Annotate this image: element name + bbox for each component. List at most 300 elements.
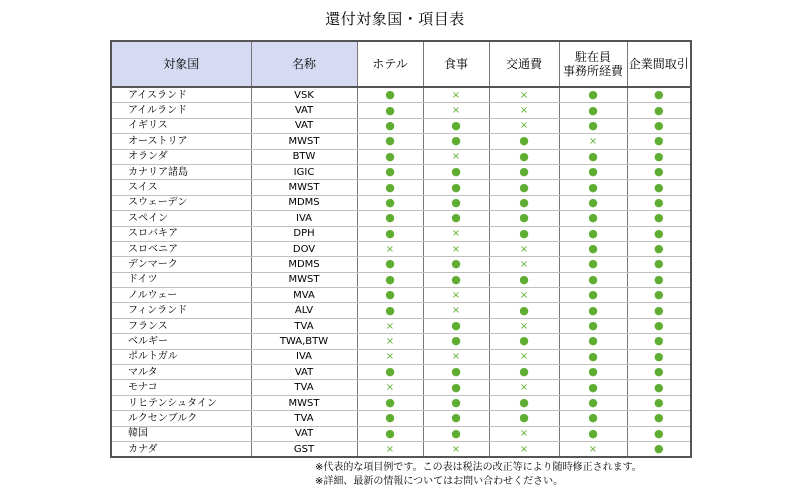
tax-name-cell: IVA	[251, 211, 357, 226]
country-cell: ポルトガル	[111, 349, 251, 364]
eligible-mark: ●	[588, 334, 598, 348]
table-row	[111, 180, 691, 195]
mark-cell	[559, 195, 627, 210]
mark-cell	[357, 334, 423, 349]
country-cell: カナリア諸島	[111, 164, 251, 179]
mark-cell	[627, 164, 691, 179]
mark-cell	[627, 211, 691, 226]
table-row	[111, 195, 691, 210]
eligible-mark: ●	[653, 165, 664, 179]
eligible-mark: ●	[588, 165, 598, 179]
mark-cell	[357, 149, 423, 164]
mark-cell	[559, 164, 627, 179]
not-eligible-mark: ×	[451, 89, 461, 101]
eligible-mark: ●	[653, 118, 664, 132]
mark-cell	[489, 180, 559, 195]
table-row	[111, 149, 691, 164]
tax-name-cell: VAT	[251, 118, 357, 133]
eligible-mark: ●	[588, 319, 598, 333]
mark-cell	[357, 411, 423, 426]
not-eligible-mark: ×	[451, 228, 461, 240]
mark-cell	[627, 118, 691, 133]
eligible-mark: ●	[653, 442, 664, 456]
mark-cell	[357, 257, 423, 272]
mark-cell	[423, 149, 489, 164]
not-eligible-mark: ×	[519, 89, 529, 101]
not-eligible-mark: ×	[519, 382, 529, 394]
eligible-mark: ●	[588, 118, 598, 132]
mark-cell	[489, 211, 559, 226]
header-office-expenses: 駐在員 事務所経費	[559, 41, 627, 87]
eligible-mark: ●	[588, 103, 598, 117]
mark-cell	[423, 395, 489, 410]
eligible-mark: ●	[588, 411, 598, 425]
eligible-mark: ●	[519, 303, 529, 317]
mark-cell	[627, 426, 691, 441]
header-row	[111, 41, 691, 87]
table-row	[111, 349, 691, 364]
mark-cell	[423, 257, 489, 272]
table-row	[111, 103, 691, 118]
country-cell: ルクセンブルク	[111, 411, 251, 426]
country-cell: アイスランド	[111, 87, 251, 103]
mark-cell	[559, 334, 627, 349]
eligible-mark: ●	[451, 211, 461, 225]
mark-cell	[423, 241, 489, 256]
eligible-mark: ●	[519, 165, 529, 179]
mark-cell	[423, 441, 489, 457]
mark-cell	[627, 241, 691, 256]
mark-cell	[559, 303, 627, 318]
not-eligible-mark: ×	[519, 351, 529, 363]
country-cell: デンマーク	[111, 257, 251, 272]
eligible-mark: ●	[519, 226, 529, 240]
eligible-mark: ●	[653, 426, 664, 440]
table-row	[111, 318, 691, 333]
eligible-mark: ●	[385, 195, 395, 209]
country-cell: フランス	[111, 318, 251, 333]
footnote: ※代表的な項目例です。この表は税法の改正等により随時修正されます。	[315, 462, 642, 473]
table-row	[111, 226, 691, 241]
country-cell: 韓国	[111, 426, 251, 441]
mark-cell	[357, 395, 423, 410]
mark-cell	[627, 226, 691, 241]
not-eligible-mark: ×	[519, 320, 529, 332]
mark-cell	[627, 441, 691, 457]
eligible-mark: ●	[588, 257, 598, 271]
not-eligible-mark: ×	[519, 243, 529, 255]
eligible-mark: ●	[451, 380, 461, 394]
header-country: 対象国	[111, 41, 251, 87]
eligible-mark: ●	[451, 334, 461, 348]
not-eligible-mark: ×	[451, 305, 461, 317]
eligible-mark: ●	[653, 288, 664, 302]
table-row	[111, 257, 691, 272]
mark-cell	[357, 272, 423, 287]
table-row	[111, 334, 691, 349]
tax-name-cell: MWST	[251, 395, 357, 410]
eligible-mark: ●	[519, 334, 529, 348]
eligible-mark: ●	[653, 226, 664, 240]
tax-name-cell: MWST	[251, 272, 357, 287]
eligible-mark: ●	[653, 103, 664, 117]
table-row	[111, 288, 691, 303]
mark-cell	[423, 103, 489, 118]
country-cell: リヒテンシュタイン	[111, 395, 251, 410]
mark-cell	[489, 411, 559, 426]
tax-name-cell: MDMS	[251, 195, 357, 210]
eligible-mark: ●	[385, 134, 395, 148]
eligible-mark: ●	[385, 257, 395, 271]
mark-cell	[559, 257, 627, 272]
not-eligible-mark: ×	[519, 258, 529, 270]
eligible-mark: ●	[451, 319, 461, 333]
eligible-mark: ●	[519, 180, 529, 194]
eligible-mark: ●	[653, 211, 664, 225]
country-cell: ノルウェー	[111, 288, 251, 303]
country-cell: スペイン	[111, 211, 251, 226]
mark-cell	[559, 103, 627, 118]
eligible-mark: ●	[653, 396, 664, 409]
tax-name-cell: ALV	[251, 303, 357, 318]
country-cell: オランダ	[111, 149, 251, 164]
tax-name-cell: TVA	[251, 411, 357, 426]
mark-cell	[423, 426, 489, 441]
tax-name-cell: VAT	[251, 103, 357, 118]
not-eligible-mark: ×	[385, 335, 395, 347]
refund-table	[110, 40, 692, 458]
table-row	[111, 211, 691, 226]
mark-cell	[559, 365, 627, 380]
table-row	[111, 380, 691, 395]
eligible-mark: ●	[653, 242, 664, 256]
tax-name-cell: MWST	[251, 134, 357, 149]
eligible-mark: ●	[653, 272, 664, 286]
mark-cell	[357, 195, 423, 210]
tax-name-cell: IVA	[251, 349, 357, 364]
mark-cell	[559, 272, 627, 287]
tax-name-cell: MWST	[251, 180, 357, 195]
mark-cell	[423, 272, 489, 287]
eligible-mark: ●	[385, 411, 395, 425]
mark-cell	[559, 395, 627, 410]
eligible-mark: ●	[519, 411, 529, 425]
mark-cell	[423, 303, 489, 318]
eligible-mark: ●	[588, 272, 598, 286]
tax-name-cell: VSK	[251, 87, 357, 103]
eligible-mark: ●	[451, 118, 461, 132]
not-eligible-mark: ×	[385, 243, 395, 255]
footnotes	[315, 461, 642, 489]
mark-cell	[559, 149, 627, 164]
mark-cell	[559, 349, 627, 364]
mark-cell	[559, 118, 627, 133]
table-row	[111, 365, 691, 380]
mark-cell	[489, 272, 559, 287]
country-cell: イギリス	[111, 118, 251, 133]
mark-cell	[489, 334, 559, 349]
eligible-mark: ●	[588, 380, 598, 394]
mark-cell	[423, 118, 489, 133]
eligible-mark: ●	[653, 257, 664, 271]
mark-cell	[357, 380, 423, 395]
mark-cell	[489, 164, 559, 179]
table-row	[111, 272, 691, 287]
mark-cell	[627, 257, 691, 272]
mark-cell	[423, 288, 489, 303]
table-row	[111, 241, 691, 256]
tax-name-cell: MVA	[251, 288, 357, 303]
mark-cell	[489, 349, 559, 364]
mark-cell	[627, 103, 691, 118]
mark-cell	[627, 349, 691, 364]
not-eligible-mark: ×	[451, 289, 461, 301]
eligible-mark: ●	[588, 365, 598, 379]
eligible-mark: ●	[451, 195, 461, 209]
not-eligible-mark: ×	[451, 443, 461, 455]
tax-name-cell: DOV	[251, 241, 357, 256]
mark-cell	[627, 411, 691, 426]
country-cell: スイス	[111, 180, 251, 195]
mark-cell	[559, 241, 627, 256]
not-eligible-mark: ×	[385, 351, 395, 363]
not-eligible-mark: ×	[385, 382, 395, 394]
eligible-mark: ●	[519, 134, 529, 148]
mark-cell	[357, 180, 423, 195]
mark-cell	[357, 365, 423, 380]
country-cell: マルタ	[111, 365, 251, 380]
mark-cell	[357, 349, 423, 364]
mark-cell	[627, 288, 691, 303]
eligible-mark: ●	[451, 257, 461, 271]
mark-cell	[489, 118, 559, 133]
header-hotel: ホテル	[357, 41, 423, 87]
country-cell: モナコ	[111, 380, 251, 395]
header-tax-name: 名称	[251, 41, 357, 87]
eligible-mark: ●	[451, 396, 461, 409]
eligible-mark: ●	[385, 226, 395, 240]
mark-cell	[357, 226, 423, 241]
eligible-mark: ●	[451, 180, 461, 194]
table-row	[111, 87, 691, 103]
eligible-mark: ●	[519, 272, 529, 286]
tax-name-cell: VAT	[251, 365, 357, 380]
eligible-mark: ●	[519, 211, 529, 225]
tax-name-cell: IGIC	[251, 164, 357, 179]
eligible-mark: ●	[653, 411, 664, 425]
eligible-mark: ●	[653, 195, 664, 209]
mark-cell	[423, 134, 489, 149]
mark-cell	[357, 87, 423, 103]
table-row	[111, 441, 691, 457]
tax-name-cell: BTW	[251, 149, 357, 164]
mark-cell	[489, 318, 559, 333]
eligible-mark: ●	[385, 88, 395, 102]
mark-cell	[627, 380, 691, 395]
table-row	[111, 426, 691, 441]
eligible-mark: ●	[385, 149, 395, 163]
eligible-mark: ●	[385, 365, 395, 379]
eligible-mark: ●	[451, 134, 461, 148]
not-eligible-mark: ×	[451, 105, 461, 117]
table-row	[111, 395, 691, 410]
mark-cell	[423, 164, 489, 179]
not-eligible-mark: ×	[519, 428, 529, 440]
mark-cell	[559, 87, 627, 103]
table-row	[111, 134, 691, 149]
table-row	[111, 164, 691, 179]
not-eligible-mark: ×	[451, 243, 461, 255]
country-cell: ドイツ	[111, 272, 251, 287]
mark-cell	[489, 241, 559, 256]
eligible-mark: ●	[588, 226, 598, 240]
not-eligible-mark: ×	[519, 105, 529, 117]
mark-cell	[357, 118, 423, 133]
not-eligible-mark: ×	[519, 443, 529, 455]
eligible-mark: ●	[451, 365, 461, 379]
eligible-mark: ●	[519, 149, 529, 163]
eligible-mark: ●	[519, 365, 529, 379]
mark-cell	[489, 441, 559, 457]
tax-name-cell: DPH	[251, 226, 357, 241]
eligible-mark: ●	[385, 165, 395, 179]
eligible-mark: ●	[451, 165, 461, 179]
eligible-mark: ●	[385, 103, 395, 117]
country-cell: アイルランド	[111, 103, 251, 118]
mark-cell	[627, 180, 691, 195]
mark-cell	[559, 441, 627, 457]
tax-name-cell: MDMS	[251, 257, 357, 272]
country-cell: フィンランド	[111, 303, 251, 318]
mark-cell	[423, 365, 489, 380]
not-eligible-mark: ×	[588, 135, 598, 147]
country-cell: スロバキア	[111, 226, 251, 241]
mark-cell	[357, 103, 423, 118]
mark-cell	[627, 272, 691, 287]
eligible-mark: ●	[653, 349, 664, 363]
mark-cell	[489, 134, 559, 149]
mark-cell	[559, 426, 627, 441]
mark-cell	[357, 211, 423, 226]
mark-cell	[357, 303, 423, 318]
not-eligible-mark: ×	[451, 351, 461, 363]
mark-cell	[489, 365, 559, 380]
mark-cell	[357, 426, 423, 441]
mark-cell	[489, 380, 559, 395]
not-eligible-mark: ×	[385, 320, 395, 332]
eligible-mark: ●	[653, 319, 664, 333]
mark-cell	[357, 241, 423, 256]
eligible-mark: ●	[588, 195, 598, 209]
mark-cell	[423, 226, 489, 241]
header-meals: 食事	[423, 41, 489, 87]
eligible-mark: ●	[385, 118, 395, 132]
mark-cell	[627, 365, 691, 380]
eligible-mark: ●	[653, 180, 664, 194]
eligible-mark: ●	[588, 426, 598, 440]
mark-cell	[489, 303, 559, 318]
mark-cell	[489, 87, 559, 103]
table-body	[111, 87, 691, 457]
mark-cell	[357, 318, 423, 333]
table-row	[111, 303, 691, 318]
country-cell: ベルギー	[111, 334, 251, 349]
eligible-mark: ●	[653, 134, 664, 148]
eligible-mark: ●	[385, 272, 395, 286]
mark-cell	[489, 226, 559, 241]
eligible-mark: ●	[653, 365, 664, 379]
eligible-mark: ●	[588, 396, 598, 409]
not-eligible-mark: ×	[588, 443, 598, 455]
eligible-mark: ●	[385, 288, 395, 302]
mark-cell	[627, 87, 691, 103]
eligible-mark: ●	[588, 242, 598, 256]
country-cell: オーストリア	[111, 134, 251, 149]
header-transport: 交通費	[489, 41, 559, 87]
tax-name-cell: TVA	[251, 380, 357, 395]
tax-name-cell: GST	[251, 441, 357, 457]
mark-cell	[357, 441, 423, 457]
eligible-mark: ●	[653, 334, 664, 348]
mark-cell	[627, 334, 691, 349]
mark-cell	[423, 349, 489, 364]
country-cell: スウェーデン	[111, 195, 251, 210]
mark-cell	[627, 395, 691, 410]
country-cell: スロベニア	[111, 241, 251, 256]
mark-cell	[559, 180, 627, 195]
eligible-mark: ●	[451, 272, 461, 286]
country-cell: カナダ	[111, 441, 251, 457]
tax-name-cell: VAT	[251, 426, 357, 441]
mark-cell	[559, 288, 627, 303]
mark-cell	[489, 103, 559, 118]
not-eligible-mark: ×	[451, 151, 461, 163]
header-b2b: 企業間取引	[627, 41, 691, 87]
mark-cell	[627, 318, 691, 333]
mark-cell	[357, 288, 423, 303]
mark-cell	[489, 257, 559, 272]
eligible-mark: ●	[588, 180, 598, 194]
mark-cell	[489, 288, 559, 303]
mark-cell	[357, 164, 423, 179]
tax-name-cell: TVA	[251, 318, 357, 333]
mark-cell	[423, 211, 489, 226]
mark-cell	[423, 195, 489, 210]
eligible-mark: ●	[653, 303, 664, 317]
eligible-mark: ●	[385, 396, 395, 409]
eligible-mark: ●	[653, 380, 664, 394]
mark-cell	[627, 303, 691, 318]
mark-cell	[627, 134, 691, 149]
eligible-mark: ●	[451, 426, 461, 440]
eligible-mark: ●	[385, 211, 395, 225]
mark-cell	[559, 411, 627, 426]
eligible-mark: ●	[519, 195, 529, 209]
eligible-mark: ●	[653, 88, 664, 102]
eligible-mark: ●	[588, 211, 598, 225]
footnote: ※詳細、最新の情報についてはお問い合わせください。	[315, 476, 564, 487]
eligible-mark: ●	[451, 411, 461, 425]
not-eligible-mark: ×	[519, 120, 529, 132]
eligible-mark: ●	[519, 396, 529, 409]
mark-cell	[423, 334, 489, 349]
mark-cell	[559, 134, 627, 149]
eligible-mark: ●	[588, 149, 598, 163]
mark-cell	[423, 180, 489, 195]
mark-cell	[627, 149, 691, 164]
page-title: 還付対象国・項目表	[325, 10, 465, 28]
mark-cell	[559, 211, 627, 226]
